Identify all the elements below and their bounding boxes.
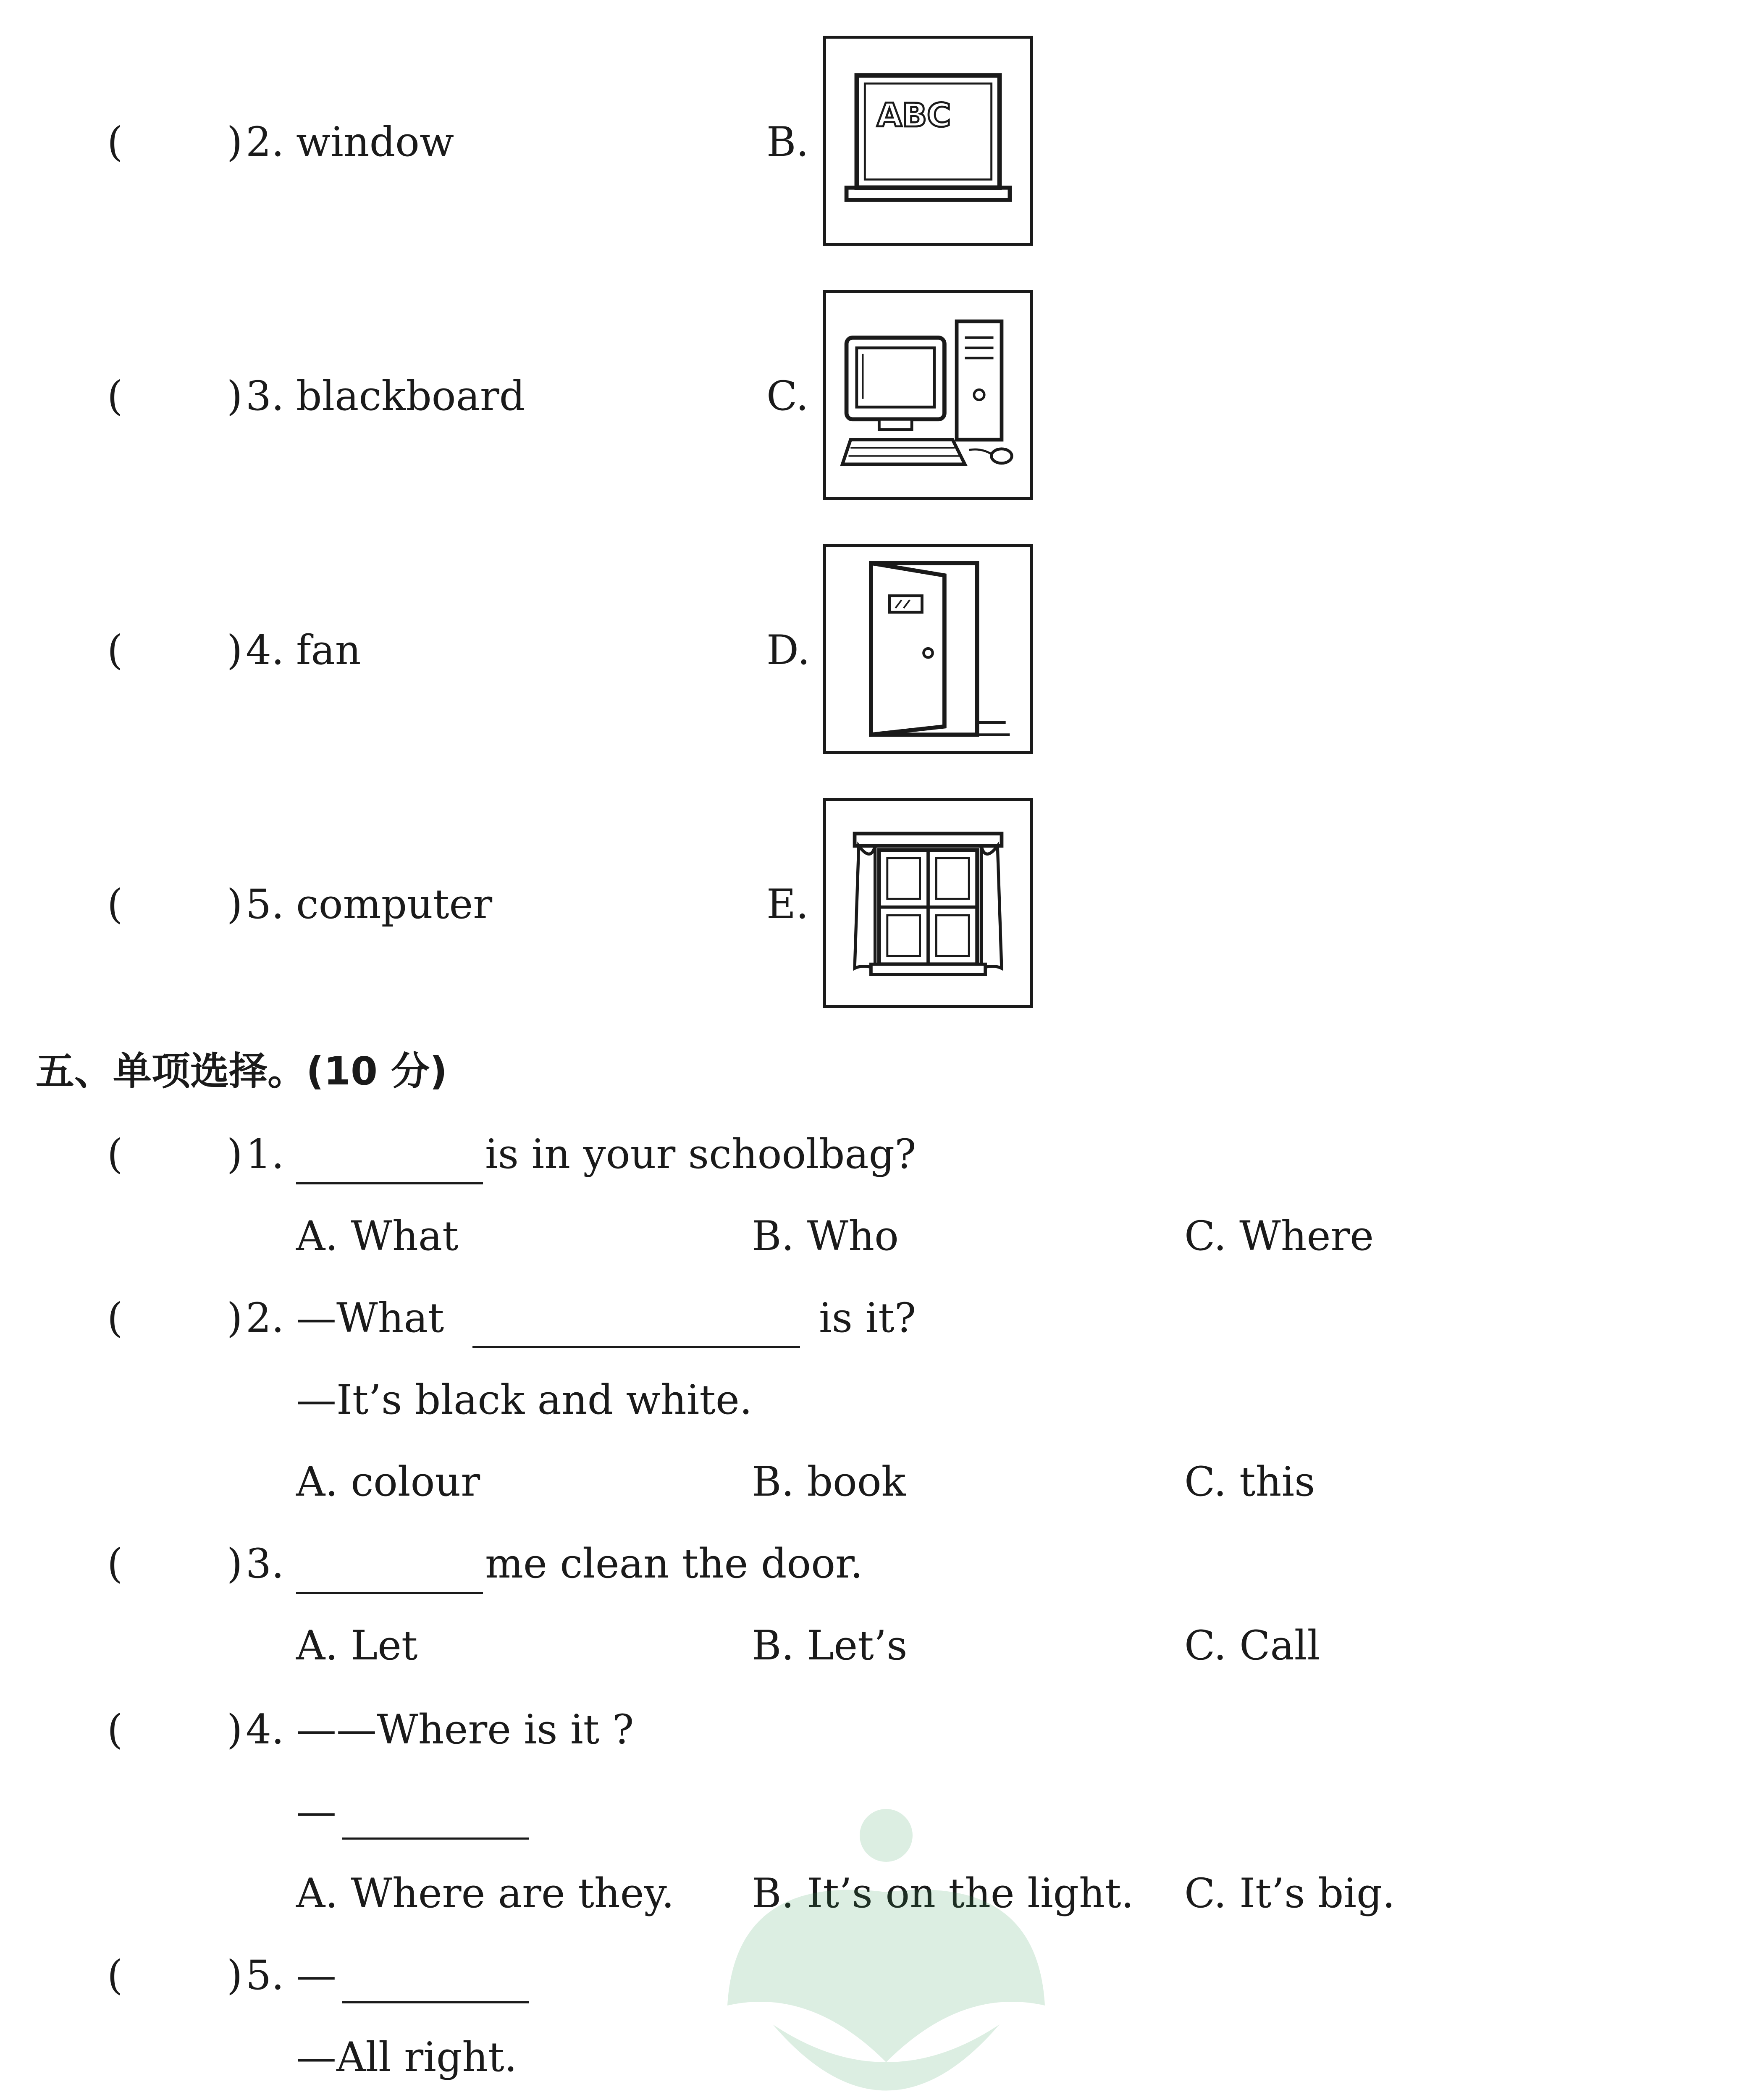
answer-paren-close: ) [227,1952,243,1999]
item-number: 3. [246,373,284,420]
item-number: 2. [246,118,284,165]
question-number: 3. [246,1540,284,1587]
option-a: A. Where are they. [296,1870,674,1917]
answer-paren-close: ) [227,1131,243,1178]
item-word: window [296,118,454,165]
watermark [655,1798,1117,2100]
door-picture [823,544,1033,754]
answer-blank[interactable] [296,1153,483,1184]
item-word: computer [296,881,493,928]
answer-paren-open: ( [107,1131,123,1178]
answer-blank[interactable] [342,1808,529,1840]
question-number: 4. [246,1706,284,1753]
option-b: B. Let’s [752,1622,908,1669]
dialogue-line: —It’s black and white. [296,1376,753,1423]
option-b: B. Who [752,1213,899,1260]
item-number: 4. [246,627,284,674]
leaf-logo-icon [655,1798,1117,2100]
answer-paren-open: ( [107,118,123,165]
picture-letter: B. [766,118,809,165]
answer-paren-open: ( [107,1706,123,1753]
question-stem: — [296,1952,336,1999]
blackboard-picture [823,36,1033,246]
answer-paren-close: ) [227,373,243,420]
answer-paren-open: ( [107,1294,123,1341]
window-picture [823,798,1033,1008]
option-c: C. this [1184,1458,1315,1505]
question-number: 1. [246,1131,284,1178]
answer-paren-open: ( [107,627,123,674]
option-a: A. What [296,1213,459,1260]
item-word: blackboard [296,373,525,420]
answer-paren-open: ( [107,373,123,420]
question-stem: is it? [819,1294,916,1341]
section5-title: 五、单项选择。(10 分) [36,1049,448,1094]
picture-letter: E. [766,881,809,928]
computer-picture [823,290,1033,500]
answer-blank[interactable] [296,1562,483,1594]
picture-letter: C. [766,373,809,420]
answer-paren-close: ) [227,118,243,165]
option-c: C. Where [1184,1213,1374,1260]
item-number: 5. [246,881,284,928]
answer-paren-close: ) [227,881,243,928]
picture-letter: D. [766,627,811,674]
option-b: B. book [752,1458,906,1505]
answer-paren-open: ( [107,1540,123,1587]
answer-paren-close: ) [227,1706,243,1753]
answer-paren-close: ) [227,1540,243,1587]
option-b: B. It’s on the light. [752,1870,1134,1917]
question-stem: ——Where is it ? [296,1706,634,1753]
question-stem: is in your schoolbag? [485,1131,916,1178]
question-stem: —What [296,1294,444,1341]
dialogue-line: — [296,1788,336,1835]
answer-blank[interactable] [472,1317,800,1348]
option-c: C. Call [1184,1622,1320,1669]
option-c: C. It’s big. [1184,1870,1395,1917]
option-a: A. Let [296,1622,418,1669]
dialogue-line: —All right. [296,2034,517,2081]
answer-paren-open: ( [107,1952,123,1999]
option-a: A. colour [296,1458,480,1505]
question-number: 2. [246,1294,284,1341]
answer-paren-close: ) [227,1294,243,1341]
question-number: 5. [246,1952,284,1999]
answer-paren-close: ) [227,627,243,674]
blackboard-text: ABC [876,96,951,134]
item-word: fan [296,627,361,674]
answer-paren-open: ( [107,881,123,928]
question-stem: me clean the door. [485,1540,863,1587]
answer-blank[interactable] [342,1972,529,2003]
